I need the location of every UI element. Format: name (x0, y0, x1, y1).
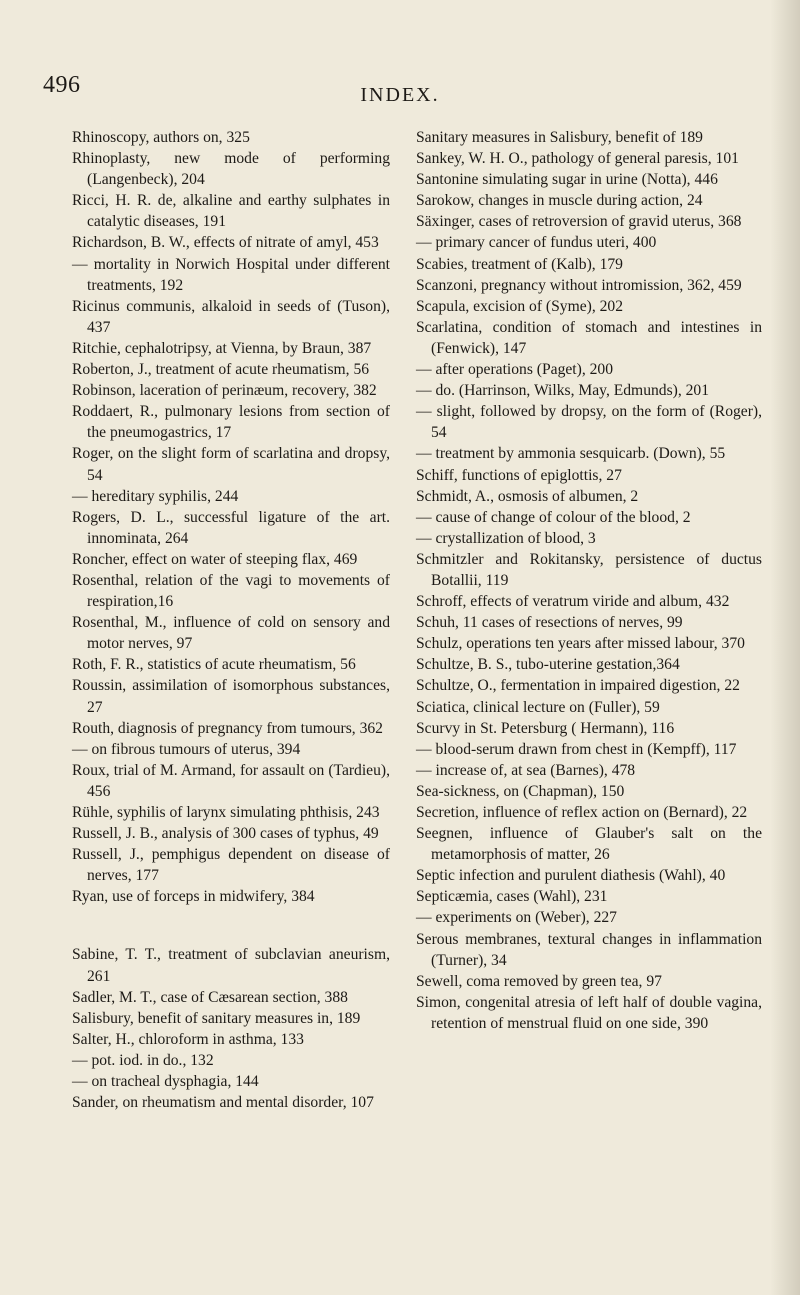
index-group-s (72, 944, 390, 1113)
index-entry: Sea-sickness, on (Chapman), 150 (416, 782, 625, 800)
page-heading: INDEX. (360, 84, 440, 106)
page-edge-shadow (770, 0, 800, 1295)
page-number: 496 (43, 72, 81, 98)
index-entry: Rhinoscopy, authors on, 325 (72, 129, 250, 146)
index-entry: Schroff, effects of veratrum viride and album, 432 (416, 593, 730, 611)
index-entry: — pot. iod. in do., 132 (72, 1051, 214, 1069)
index-entry: Roth, F. R., statistics of acute rheumatism, 56 (72, 656, 356, 674)
index-entry: Sankey, W. H. O., pathology of general paresis, 101 (416, 150, 739, 168)
index-entry: — blood-serum drawn from chest in (Kempff), 117 (416, 740, 737, 758)
index-entry: — on fibrous tumours of uterus, 394 (72, 740, 301, 758)
index-entry: Secretion, influence of reflex action on (Bernard), 22 (416, 804, 748, 821)
index-entry: Robinson, laceration of perinæum, recovery, 382 (72, 382, 377, 400)
index-group-r (72, 127, 390, 907)
index-entry: Scapula, excision of (Syme), 202 (416, 297, 624, 315)
index-entry: Scarlatina, condition of stomach and intestines in (Fenwick), 147 (416, 318, 762, 357)
index-entry: Salter, H., chloroform in asthma, 133 (72, 1030, 304, 1048)
index-entry: Ricci, H. R. de, alkaline and earthy sulphates in catalytic diseases, 191 (72, 192, 390, 231)
index-entry: Roger, on the slight form of scarlatina and dropsy, 54 (72, 445, 390, 484)
index-entry: — experiments on (Weber), 227 (416, 909, 617, 927)
index-entry: — mortality in Norwich Hospital under different treatments, 192 (72, 255, 390, 294)
section-gap (72, 907, 390, 944)
index-entry: Scanzoni, pregnancy without intromission, 362, 459 (416, 276, 742, 294)
index-entry: Roddaert, R., pulmonary lesions from section of the pneumogastrics, 17 (72, 403, 390, 442)
index-entry: Sciatica, clinical lecture on (Fuller), 59 (416, 698, 660, 716)
index-entry: — increase of, at sea (Barnes), 478 (416, 761, 636, 779)
index-entry: Säxinger, cases of retroversion of gravid uterus, 368 (416, 213, 742, 231)
index-entry: Ritchie, cephalotripsy, at Vienna, by Braun, 387 (72, 339, 372, 357)
index-entry: Russell, J. B., analysis of 300 cases of typhus, 49 (72, 825, 379, 843)
index-column-left (72, 127, 390, 1113)
index-entry: Rhinoplasty, new mode of performing (Langenbeck), 204 (72, 150, 390, 189)
index-entry: — treatment by ammonia sesquicarb. (Down), 55 (416, 445, 726, 463)
index-entry: Rosenthal, M., influence of cold on sensory and motor nerves, 97 (72, 614, 390, 653)
index-entry: Roux, trial of M. Armand, for assault on (Tardieu), 456 (72, 761, 390, 800)
index-entry: Schultze, O., fermentation in impaired digestion, 22 (416, 677, 740, 695)
index-entry: Ricinus communis, alkaloid in seeds of (Tuson), 437 (72, 297, 390, 336)
index-entry: — cause of change of colour of the blood, 2 (416, 508, 691, 526)
index-column-right (416, 127, 762, 1034)
index-entry: Rühle, syphilis of larynx simulating phthisis, 243 (72, 804, 380, 821)
index-entry: Sanitary measures in Salisbury, benefit of 189 (416, 129, 703, 146)
index-entry: Septicæmia, cases (Wahl), 231 (416, 888, 608, 906)
index-entry: Schuh, 11 cases of resections of nerves, 99 (416, 614, 683, 632)
index-entry: Rogers, D. L., successful ligature of the art. innominata, 264 (72, 508, 390, 547)
index-entry: — do. (Harrinson, Wilks, May, Edmunds), 201 (416, 382, 710, 400)
index-entry: Richardson, B. W., effects of nitrate of amyl, 453 (72, 234, 379, 252)
index-entry: Septic infection and purulent diathesis (Wahl), 40 (416, 867, 726, 885)
index-entry: Roussin, assimilation of isomorphous substances, 27 (72, 677, 390, 716)
index-entry: Schmidt, A., osmosis of albumen, 2 (416, 487, 639, 505)
index-entry: — primary cancer of fundus uteri, 400 (416, 234, 657, 252)
index-entry: Serous membranes, textural changes in inflammation (Turner), 34 (416, 930, 762, 969)
index-entry: Roncher, effect on water of steeping flax, 469 (72, 550, 358, 568)
index-entry: Sarokow, changes in muscle during action, 24 (416, 192, 703, 210)
index-entry: Sewell, coma removed by green tea, 97 (416, 972, 662, 990)
index-entry: Scabies, treatment of (Kalb), 179 (416, 255, 623, 273)
index-group-s-continued (416, 127, 762, 1034)
index-entry: Roberton, J., treatment of acute rheumatism, 56 (72, 361, 370, 379)
index-entry: Simon, congenital atresia of left half of double vagina, retention of menstrual fluid on one side, 390 (416, 993, 762, 1032)
index-entry: Santonine simulating sugar in urine (Notta), 446 (416, 171, 718, 189)
index-entry: Schiff, functions of epiglottis, 27 (416, 466, 622, 484)
index-entry: Russell, J., pemphigus dependent on disease of nerves, 177 (72, 846, 390, 885)
index-entry: Sabine, T. T., treatment of subclavian aneurism, 261 (72, 946, 390, 985)
index-entry: Salisbury, benefit of sanitary measures in, 189 (72, 1009, 361, 1027)
index-entry: — after operations (Paget), 200 (416, 361, 614, 379)
index-entry: Schulz, operations ten years after missed labour, 370 (416, 635, 745, 653)
index-entry: Schultze, B. S., tubo-uterine gestation,364 (416, 656, 680, 674)
index-entry: Sadler, M. T., case of Cæsarean section, 388 (72, 988, 348, 1006)
index-entry: — hereditary syphilis, 244 (72, 487, 239, 505)
index-entry: — slight, followed by dropsy, on the form of (Roger), 54 (416, 403, 762, 442)
index-entry: — on tracheal dysphagia, 144 (72, 1073, 259, 1091)
index-entry: Scurvy in St. Petersburg ( Hermann), 116 (416, 719, 675, 737)
index-entry: Sander, on rheumatism and mental disorder, 107 (72, 1094, 374, 1112)
index-entry: Rosenthal, relation of the vagi to movements of respiration,16 (72, 571, 390, 611)
index-entry: Ryan, use of forceps in midwifery, 384 (72, 888, 315, 906)
index-entry: — crystallization of blood, 3 (416, 529, 596, 547)
index-entry: Schmitzler and Rokitansky, persistence of ductus Botallii, 119 (416, 550, 762, 589)
index-entry: Routh, diagnosis of pregnancy from tumours, 362 (72, 719, 383, 737)
index-entry: Seegnen, influence of Glauber's salt on the metamorphosis of matter, 26 (416, 825, 762, 864)
